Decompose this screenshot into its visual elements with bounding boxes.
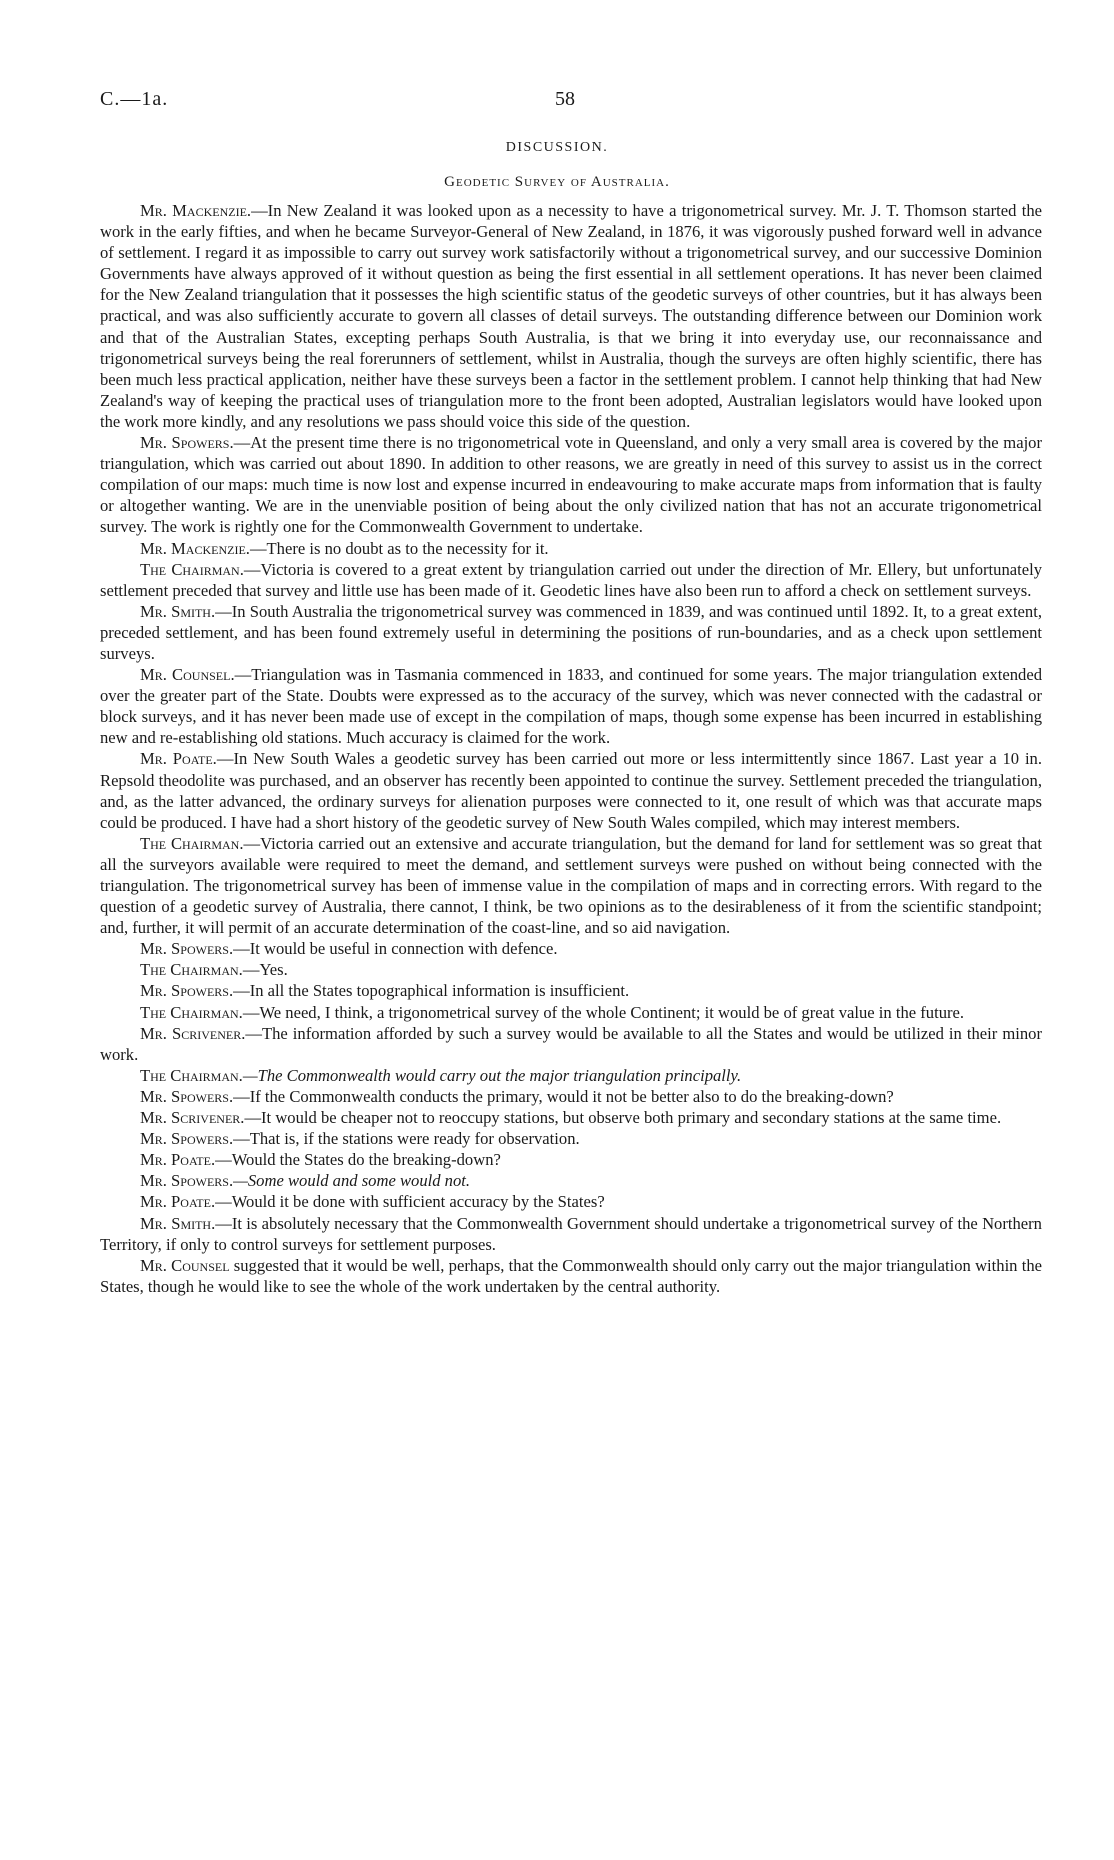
paragraph: [100, 833, 1042, 938]
speech: —Would it be done with sufficient accuracy by the States?: [215, 1192, 605, 1212]
speaker: The Chairman.: [140, 960, 243, 980]
speaker: Mr. Counsel.: [140, 665, 235, 685]
paragraph: [100, 1149, 1042, 1170]
speaker: Mr. Smith.: [140, 1213, 216, 1233]
speaker: Mr. Poate.: [140, 749, 217, 769]
speech: —Victoria carried out an extensive and accurate triangulation, but the demand for land for settlement was so great that all the surveyors available were required to meet the demand, and settlement surveys were pushed on without being connected with the triangulation. The trigonometrical survey has been of immense value in the compilation of maps and in correcting errors. With regard to the question of a geodetic survey of Australia, there cannot, I think, be two opinions as to the desirableness of it from the scientific standpoint; and, further, it will permit of an accurate determination of the coast-line, and so aid navigation.: [100, 833, 1042, 938]
speech: —In New Zealand it was looked upon as a necessity to have a trigonometrical survey. Mr. J. T. Thomson started the work in the early fifties, and when he became Surveyor-General of New Zealand, in 1876, it was vigorously pushed forward well in advance of settlement. I regard it as impossible to carry out survey work satisfactorily without a trigonometrical survey, and our successive Dominion Governments have always approved of it without question as being the first essential in all settlement operations. It has never been claimed for the New Zealand triangulation that it possesses the high scientific status of the geodetic surveys of other countries, but it has always been practical, and was also sufficiently accurate to govern all classes of detail surveys. The outstanding difference between our Dominion work and that of the Australian States, excepting perhaps South Australia, is that we bring it into everyday use, our reconnaissance and trigonometrical surveys being the real forerunners of settlement, whilst in Australia, though the surveys are often highly scientific, there has been much less practical application, neither have these surveys been a factor in the settlement problem. I cannot help thinking that had New Zealand's way of keeping the practical uses of triangulation more to the front been adopted, Australian legislators would have looked upon the work more kindly, and any resolutions we pass should voice this side of the question.: [100, 201, 1042, 431]
speech: —If the Commonwealth conducts the primary, would it not be better also to do the breaking-down?: [233, 1086, 894, 1106]
speaker: The Chairman.: [140, 833, 244, 853]
paragraph: [100, 1213, 1042, 1255]
paragraph: [100, 980, 1042, 1001]
speaker: Mr. Mackenzie.: [140, 201, 252, 220]
speaker: Mr. Smith.: [140, 601, 216, 621]
speech: —Yes.: [242, 960, 288, 980]
speaker: Mr. Counsel: [140, 1255, 230, 1275]
speaker: Mr. Spowers.: [140, 1129, 234, 1149]
paragraph: [100, 432, 1042, 537]
speaker: Mr. Mackenzie.: [140, 538, 250, 558]
paragraph: [100, 1191, 1042, 1212]
speaker: Mr. Poate.: [140, 1150, 216, 1170]
speaker: The Chairman.: [140, 1065, 243, 1085]
paragraph: [100, 1086, 1042, 1107]
speech: —It would be useful in connection with defence.: [233, 939, 558, 959]
speaker: Mr. Poate.: [140, 1192, 216, 1212]
speech: —At the present time there is no trigonometrical vote in Queensland, and only a very small area is covered by the major triangulation, which was carried out about 1890. In addition to other reasons, we are greatly in need of this survey to assist us in the correct compilation of our maps: much time is now lost and expense incurred in endeavouring to make accurate maps from information that is faulty or altogether wanting. We are in the unenviable position of being about the only civilized nation that has not an accurate trigonometrical survey. The work is rightly one for the Commonwealth Government to undertake.: [100, 433, 1042, 537]
speech: —Victoria is covered to a great extent by triangulation carried out under the direction of Mr. Ellery, but unfortunately settlement preceded that survey and little use has been made of it. Geodetic lines have also been run to afford a check on settlement surveys.: [100, 559, 1042, 600]
speaker: The Chairman.: [140, 559, 244, 579]
paragraph: [100, 1002, 1042, 1023]
paragraph: [100, 200, 1042, 432]
speaker: Mr. Spowers.: [140, 1086, 234, 1106]
speech: —It is absolutely necessary that the Commonwealth Government should undertake a trigonometrical survey of the Northern Territory, if only to control surveys for settlement purposes.: [100, 1213, 1042, 1254]
speech: —Some would and some would not.: [233, 1171, 471, 1191]
paragraph: [100, 1255, 1042, 1297]
document-reference: C.—1a.: [100, 88, 169, 110]
paragraph: [100, 1107, 1042, 1128]
section-subtitle: Geodetic Survey of Australia.: [444, 174, 670, 190]
paragraph: [100, 538, 1042, 559]
paragraph: [100, 664, 1042, 748]
paragraph: [100, 1128, 1042, 1149]
speaker: The Chairman.: [140, 1002, 243, 1022]
paragraph: [100, 938, 1042, 959]
speaker: Mr. Scrivener.: [140, 1023, 246, 1043]
speech: —In South Australia the trigonometrical survey was commenced in 1839, and was continued until 1892. It, to a great extent, preceded settlement, and has been found extremely useful in determining the positions of run-boundaries, and as a check upon settlement surveys.: [100, 601, 1042, 663]
paragraph: [100, 1065, 1042, 1086]
speech: —In all the States topographical information is insufficient.: [233, 981, 630, 1001]
paragraph: [100, 748, 1042, 832]
speech: —The Commonwealth would carry out the major triangulation principally.: [242, 1065, 742, 1085]
speech: —The information afforded by such a survey would be available to all the States and would be utilized in their minor work.: [100, 1023, 1042, 1064]
discussion-body: [100, 200, 1042, 1297]
speech: —It would be cheaper not to reoccupy stations, but observe both primary and secondary stations at the same time.: [244, 1108, 1002, 1128]
speaker: Mr. Spowers.: [140, 433, 234, 453]
paragraph: [100, 1023, 1042, 1065]
speech: —That is, if the stations were ready for observation.: [233, 1129, 580, 1149]
paragraph: [100, 959, 1042, 980]
page-number: 58: [555, 88, 575, 110]
section-title: DISCUSSION.: [505, 140, 609, 155]
paragraph: [100, 601, 1042, 664]
speaker: Mr. Spowers.: [140, 1171, 234, 1191]
speaker: Mr. Spowers.: [140, 939, 234, 959]
speech: —Would the States do the breaking-down?: [215, 1150, 501, 1170]
speaker: Mr. Spowers.: [140, 981, 234, 1001]
paragraph: [100, 559, 1042, 601]
speaker: Mr. Scrivener.: [140, 1108, 245, 1128]
paragraph: [100, 1170, 1042, 1191]
speech: —In New South Wales a geodetic survey has been carried out more or less intermittently since 1867. Last year a 10 in. Repsold theodolite was purchased, and an observer has recently been appointed to continue the survey. Settlement preceded the triangulation, and, as the latter advanced, the ordinary surveys for alienation purposes were connected to it, one result of which was that accurate maps could be produced. I have had a short history of the geodetic survey of New South Wales compiled, which may interest members.: [100, 749, 1042, 832]
speech: suggested that it would be well, perhaps, that the Commonwealth should only carry out the major triangulation within the States, though he would like to see the whole of the work undertaken by the central authority.: [100, 1255, 1042, 1296]
speech: —We need, I think, a trigonometrical survey of the whole Continent; it would be of great value in the future.: [242, 1002, 965, 1022]
speech: —Triangulation was in Tasmania commenced in 1833, and continued for some years. The major triangulation extended over the greater part of the State. Doubts were expressed as to the accuracy of the survey, which was never connected with the cadastral or block surveys, and it has never been made use of except in the compilation of maps, though some expense has been incurred in establishing new and re-establishing old stations. Much accuracy is claimed for the work.: [100, 665, 1042, 748]
speech: —There is no doubt as to the necessity for it.: [249, 538, 549, 558]
